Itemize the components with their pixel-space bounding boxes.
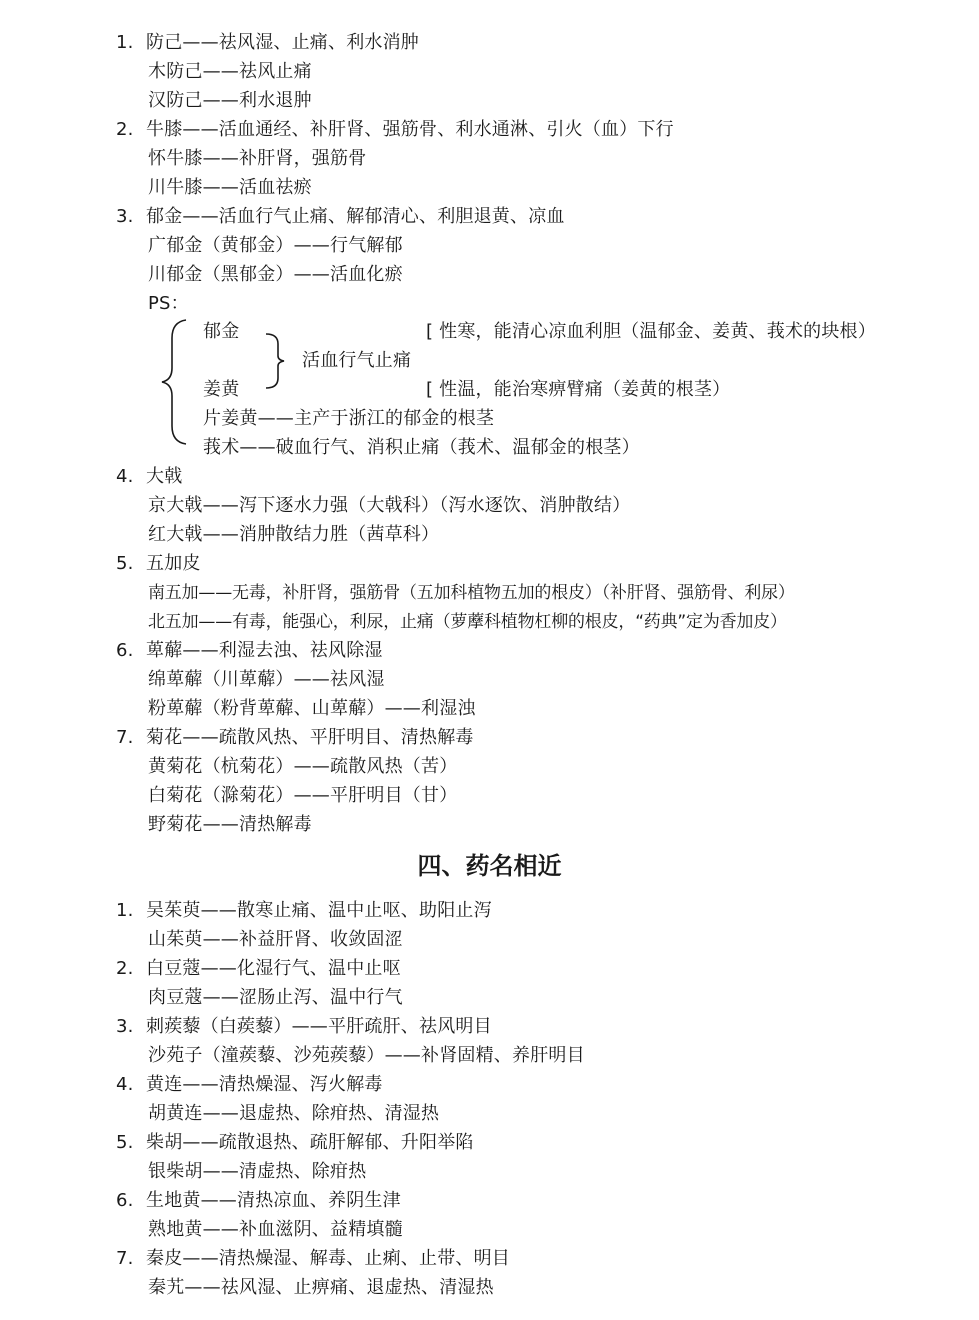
item-line: 7. 菊花——疏散风热、平肝明目、清热解毒 bbox=[116, 727, 474, 748]
item-line: 4. 大戟 bbox=[116, 466, 183, 487]
sub-item-line: 南五加——无毒，补肝肾，强筋骨（五加科植物五加的根皮）（补肝肾、强筋骨、利尿） bbox=[148, 583, 795, 603]
item-line: 6. 生地黄——清热凉血、养阴生津 bbox=[116, 1190, 401, 1211]
sub-item-line: 熟地黄——补血滋阴、益精填髓 bbox=[148, 1219, 403, 1240]
sub-item-line: 黄菊花（杭菊花）——疏散风热（苦） bbox=[148, 756, 458, 777]
item-line: 5. 柴胡——疏散退热、疏肝解郁、升阳举陷 bbox=[116, 1132, 474, 1153]
sub-item-line: 北五加——有毒，能强心，利尿，止痛（萝藦科植物杠柳的根皮，“药典”定为香加皮） bbox=[148, 612, 787, 632]
sub-item-line: 广郁金（黄郁金）——行气解郁 bbox=[148, 235, 403, 256]
item-line: 2. 牛膝——活血通经、补肝肾、强筋骨、利水通淋、引火（血）下行 bbox=[116, 119, 674, 140]
item-line: 1. 吴茱萸——散寒止痛、温中止呕、助阳止泻 bbox=[116, 900, 492, 921]
ps-jianghuang: 姜黄 bbox=[203, 379, 240, 400]
sub-item-line: 肉豆蔻——涩肠止泻、温中行气 bbox=[148, 987, 403, 1008]
sub-item-line: 银柴胡——清虚热、除疳热 bbox=[148, 1161, 367, 1182]
sub-item-line: 绵萆薢（川萆薢）——祛风湿 bbox=[148, 669, 385, 690]
sub-item-line: 怀牛膝——补肝肾，强筋骨 bbox=[148, 148, 367, 169]
left-curly-brace bbox=[162, 320, 186, 444]
sub-item-line: 沙苑子（潼蒺藜、沙苑蒺藜）——补肾固精、养肝明目 bbox=[148, 1045, 585, 1066]
sub-item-line: 胡黄连——退虚热、除疳热、清湿热 bbox=[148, 1103, 440, 1124]
sub-item-line: 粉萆薢（粉背萆薢、山萆薢）——利湿浊 bbox=[148, 698, 476, 719]
ps-jianghuang-note: [ 性温，能治寒痹臂痛（姜黄的根茎） bbox=[426, 379, 731, 400]
sub-item-line: 秦艽——祛风湿、止痹痛、退虚热、清湿热 bbox=[148, 1277, 494, 1298]
item-line: 3. 刺蒺藜（白蒺藜）——平肝疏肝、祛风明目 bbox=[116, 1016, 492, 1037]
sub-item-line: 木防己——祛风止痛 bbox=[148, 61, 312, 82]
ps-pianjianghuang: 片姜黄——主产于浙江的郁金的根茎 bbox=[203, 408, 495, 429]
item-line: 4. 黄连——清热燥湿、泻火解毒 bbox=[116, 1074, 383, 1095]
sub-item-line: 山茱萸——补益肝肾、收敛固涩 bbox=[148, 929, 403, 950]
sub-item-line: 野菊花——清热解毒 bbox=[148, 814, 312, 835]
item-line: 7. 秦皮——清热燥湿、解毒、止痢、止带、明目 bbox=[116, 1248, 510, 1269]
item-line: 3. 郁金——活血行气止痛、解郁清心、利胆退黄、凉血 bbox=[116, 206, 565, 227]
ps-ezhu: 莪术——破血行气、消积止痛（莪术、温郁金的根茎） bbox=[203, 437, 640, 458]
right-join-brace bbox=[266, 334, 284, 388]
section-heading: 四、药名相近 bbox=[417, 852, 562, 880]
sub-item-line: 川郁金（黑郁金）——活血化瘀 bbox=[148, 264, 403, 285]
sub-item-line: 红大戟——消肿散结力胜（茜草科） bbox=[148, 524, 440, 545]
sub-item-line: 汉防己——利水退肿 bbox=[148, 90, 312, 111]
item-line: 6. 萆薢——利湿去浊、祛风除湿 bbox=[116, 640, 383, 661]
sub-item-line: 京大戟——泻下逐水力强（大戟科）（泻水逐饮、消肿散结） bbox=[148, 495, 631, 516]
item-line: 5. 五加皮 bbox=[116, 553, 201, 574]
sub-item-line: 川牛膝——活血祛瘀 bbox=[148, 177, 312, 198]
item-line: 1. 防己——祛风湿、止痛、利水消肿 bbox=[116, 32, 419, 53]
item-line: 2. 白豆蔻——化湿行气、温中止呕 bbox=[116, 958, 401, 979]
ps-shared-effect: 活血行气止痛 bbox=[302, 350, 412, 371]
ps-label: PS： bbox=[148, 293, 189, 314]
ps-yujin-note: [ 性寒，能清心凉血利胆（温郁金、姜黄、莪术的块根） bbox=[426, 321, 876, 342]
sub-item-line: 白菊花（滁菊花）——平肝明目（甘） bbox=[148, 785, 458, 806]
ps-yujin: 郁金 bbox=[203, 321, 240, 342]
